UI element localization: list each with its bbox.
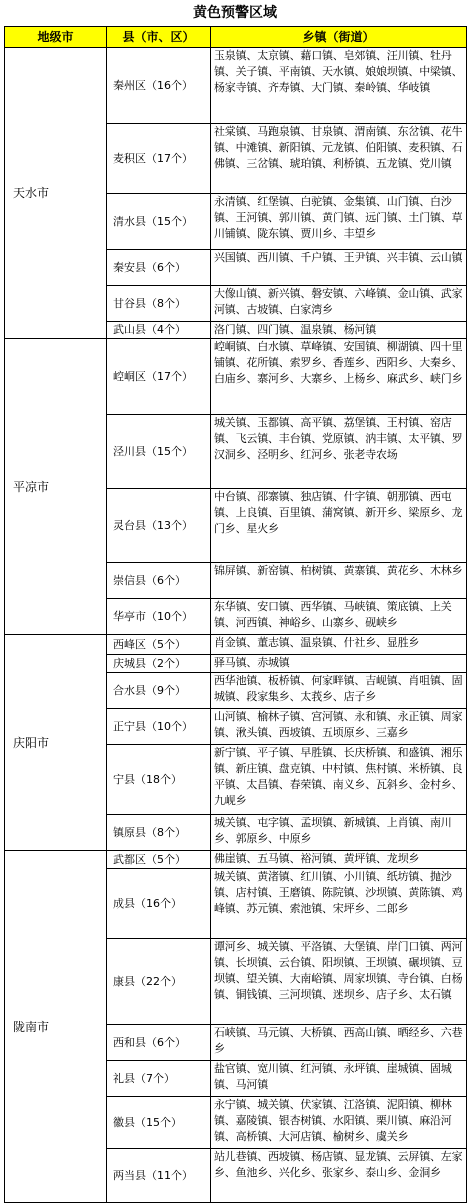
city-cell: 平凉市 bbox=[5, 339, 107, 635]
county-cell: 徽县（15个） bbox=[107, 1097, 211, 1149]
towns-cell: 洛门镇、四门镇、温泉镇、杨河镇 bbox=[211, 322, 467, 339]
county-cell: 礼县（7个） bbox=[107, 1061, 211, 1097]
county-cell: 泾川县（15个） bbox=[107, 415, 211, 489]
towns-cell: 山河镇、榆林子镇、宫河镇、永和镇、永正镇、周家镇、湫头镇、西坡镇、五顷原乡、三嘉乡 bbox=[211, 709, 467, 745]
towns-cell: 永清镇、红堡镇、白驼镇、金集镇、山门镇、白沙镇、王河镇、郭川镇、黄门镇、远门镇、土门镇、草川铺镇、陇东镇、贾川乡、丰望乡 bbox=[211, 194, 467, 250]
towns-cell: 东华镇、安口镇、西华镇、马峡镇、策底镇、上关镇、河西镇、神峪乡、山寨乡、砚峡乡 bbox=[211, 599, 467, 635]
towns-cell: 永宁镇、城关镇、伏家镇、江洛镇、泥阳镇、柳林镇、嘉陵镇、银杏树镇、水阳镇、栗川镇、麻沿河镇、高桥镇、大河店镇、榆树乡、虞关乡 bbox=[211, 1097, 467, 1149]
county-cell: 崆峒区（17个） bbox=[107, 339, 211, 415]
county-cell: 武山县（4个） bbox=[107, 322, 211, 339]
city-cell: 天水市 bbox=[5, 48, 107, 339]
table-row bbox=[5, 851, 467, 869]
header-row bbox=[5, 27, 467, 48]
county-cell: 合水县（9个） bbox=[107, 673, 211, 709]
towns-cell: 锦屏镇、新窑镇、柏树镇、黄寨镇、黄花乡、木林乡 bbox=[211, 563, 467, 599]
table-row bbox=[5, 339, 467, 415]
towns-cell: 新宁镇、平子镇、早胜镇、长庆桥镇、和盛镇、湘乐镇、新庄镇、盘克镇、中村镇、焦村镇、米桥镇、良平镇、太昌镇、春荣镇、南义乡、瓦斜乡、金村乡、九岘乡 bbox=[211, 745, 467, 815]
towns-cell: 盐官镇、宽川镇、红河镇、永坪镇、崖城镇、固城镇、马河镇 bbox=[211, 1061, 467, 1097]
county-cell: 华亭市（10个） bbox=[107, 599, 211, 635]
county-cell: 西和县（6个） bbox=[107, 1025, 211, 1061]
towns-cell: 西华池镇、板桥镇、何家畔镇、吉岘镇、肖咀镇、固城镇、段家集乡、太莪乡、店子乡 bbox=[211, 673, 467, 709]
county-cell: 甘谷县（8个） bbox=[107, 286, 211, 322]
towns-cell: 佛崖镇、五马镇、裕河镇、黄坪镇、龙坝乡 bbox=[211, 851, 467, 869]
header-city: 地级市 bbox=[5, 27, 107, 48]
towns-cell: 肖金镇、董志镇、温泉镇、什社乡、显胜乡 bbox=[211, 635, 467, 655]
county-cell: 崇信县（6个） bbox=[107, 563, 211, 599]
towns-cell: 玉泉镇、太京镇、藉口镇、皂郊镇、汪川镇、牡丹镇、关子镇、平南镇、天水镇、娘娘坝镇、中梁镇、杨家寺镇、齐寿镇、大门镇、秦岭镇、华岐镇 bbox=[211, 48, 467, 124]
page-title: 黄色预警区域 bbox=[193, 5, 277, 21]
table-body bbox=[5, 48, 467, 1203]
county-cell: 宁县（18个） bbox=[107, 745, 211, 815]
towns-cell: 大像山镇、新兴镇、磐安镇、六峰镇、金山镇、武家河镇、古坡镇、白家湾乡 bbox=[211, 286, 467, 322]
towns-cell: 兴国镇、西川镇、千户镇、王尹镇、兴丰镇、云山镇 bbox=[211, 250, 467, 286]
county-cell: 清水县（15个） bbox=[107, 194, 211, 250]
towns-cell: 石峡镇、马元镇、大桥镇、西高山镇、晒经乡、六巷乡 bbox=[211, 1025, 467, 1061]
warning-table bbox=[4, 26, 467, 1203]
county-cell: 正宁县（10个） bbox=[107, 709, 211, 745]
towns-cell: 城关镇、黄渚镇、红川镇、小川镇、纸坊镇、抛沙镇、店村镇、王磨镇、陈院镇、沙坝镇、黄陈镇、鸡峰镇、苏元镇、索池镇、宋坪乡、二郎乡 bbox=[211, 869, 467, 939]
city-cell: 陇南市 bbox=[5, 851, 107, 1203]
towns-cell: 谭河乡、城关镇、平洛镇、大堡镇、岸门口镇、两河镇、长坝镇、云台镇、阳坝镇、王坝镇、碾坝镇、豆坝镇、望关镇、大南峪镇、周家坝镇、寺台镇、白杨镇、铜钱镇、三河坝镇、迷坝乡、店子乡、太石镇 bbox=[211, 939, 467, 1025]
towns-cell: 站儿巷镇、西坡镇、杨店镇、显龙镇、云屏镇、左家乡、鱼池乡、兴化乡、张家乡、泰山乡、金洞乡 bbox=[211, 1149, 467, 1203]
city-cell: 庆阳市 bbox=[5, 635, 107, 851]
county-cell: 麦积区（17个） bbox=[107, 124, 211, 194]
towns-cell: 驿马镇、赤城镇 bbox=[211, 655, 467, 673]
header-towns: 乡镇（街道） bbox=[211, 27, 467, 48]
county-cell: 成县（16个） bbox=[107, 869, 211, 939]
table-row bbox=[5, 48, 467, 124]
county-cell: 两当县（11个） bbox=[107, 1149, 211, 1203]
county-cell: 灵台县（13个） bbox=[107, 489, 211, 563]
county-cell: 秦州区（16个） bbox=[107, 48, 211, 124]
towns-cell: 城关镇、玉都镇、高平镇、荔堡镇、王村镇、窑店镇、飞云镇、丰台镇、党原镇、汭丰镇、太平镇、罗汉洞乡、泾明乡、红河乡、张老寺农场 bbox=[211, 415, 467, 489]
county-cell: 庆城县（2个） bbox=[107, 655, 211, 673]
county-cell: 西峰区（5个） bbox=[107, 635, 211, 655]
county-cell: 武都区（5个） bbox=[107, 851, 211, 869]
towns-cell: 城关镇、屯字镇、孟坝镇、新城镇、上肖镇、南川乡、郭原乡、中原乡 bbox=[211, 815, 467, 851]
county-cell: 康县（22个） bbox=[107, 939, 211, 1025]
towns-cell: 崆峒镇、白水镇、草峰镇、安国镇、柳湖镇、四十里铺镇、花所镇、索罗乡、香莲乡、西阳乡、大秦乡、白庙乡、寨河乡、大寨乡、上杨乡、麻武乡、峡门乡 bbox=[211, 339, 467, 415]
towns-cell: 中台镇、邵寨镇、独店镇、什字镇、朝那镇、西屯镇、上良镇、百里镇、蒲窝镇、新开乡、梁原乡、龙门乡、星火乡 bbox=[211, 489, 467, 563]
county-cell: 秦安县（6个） bbox=[107, 250, 211, 286]
towns-cell: 社棠镇、马跑泉镇、甘泉镇、渭南镇、东岔镇、花牛镇、中滩镇、新阳镇、元龙镇、伯阳镇、麦积镇、石佛镇、三岔镇、琥珀镇、利桥镇、五龙镇、党川镇 bbox=[211, 124, 467, 194]
table-row bbox=[5, 635, 467, 655]
county-cell: 镇原县（8个） bbox=[107, 815, 211, 851]
header-county: 县（市、区） bbox=[107, 27, 211, 48]
